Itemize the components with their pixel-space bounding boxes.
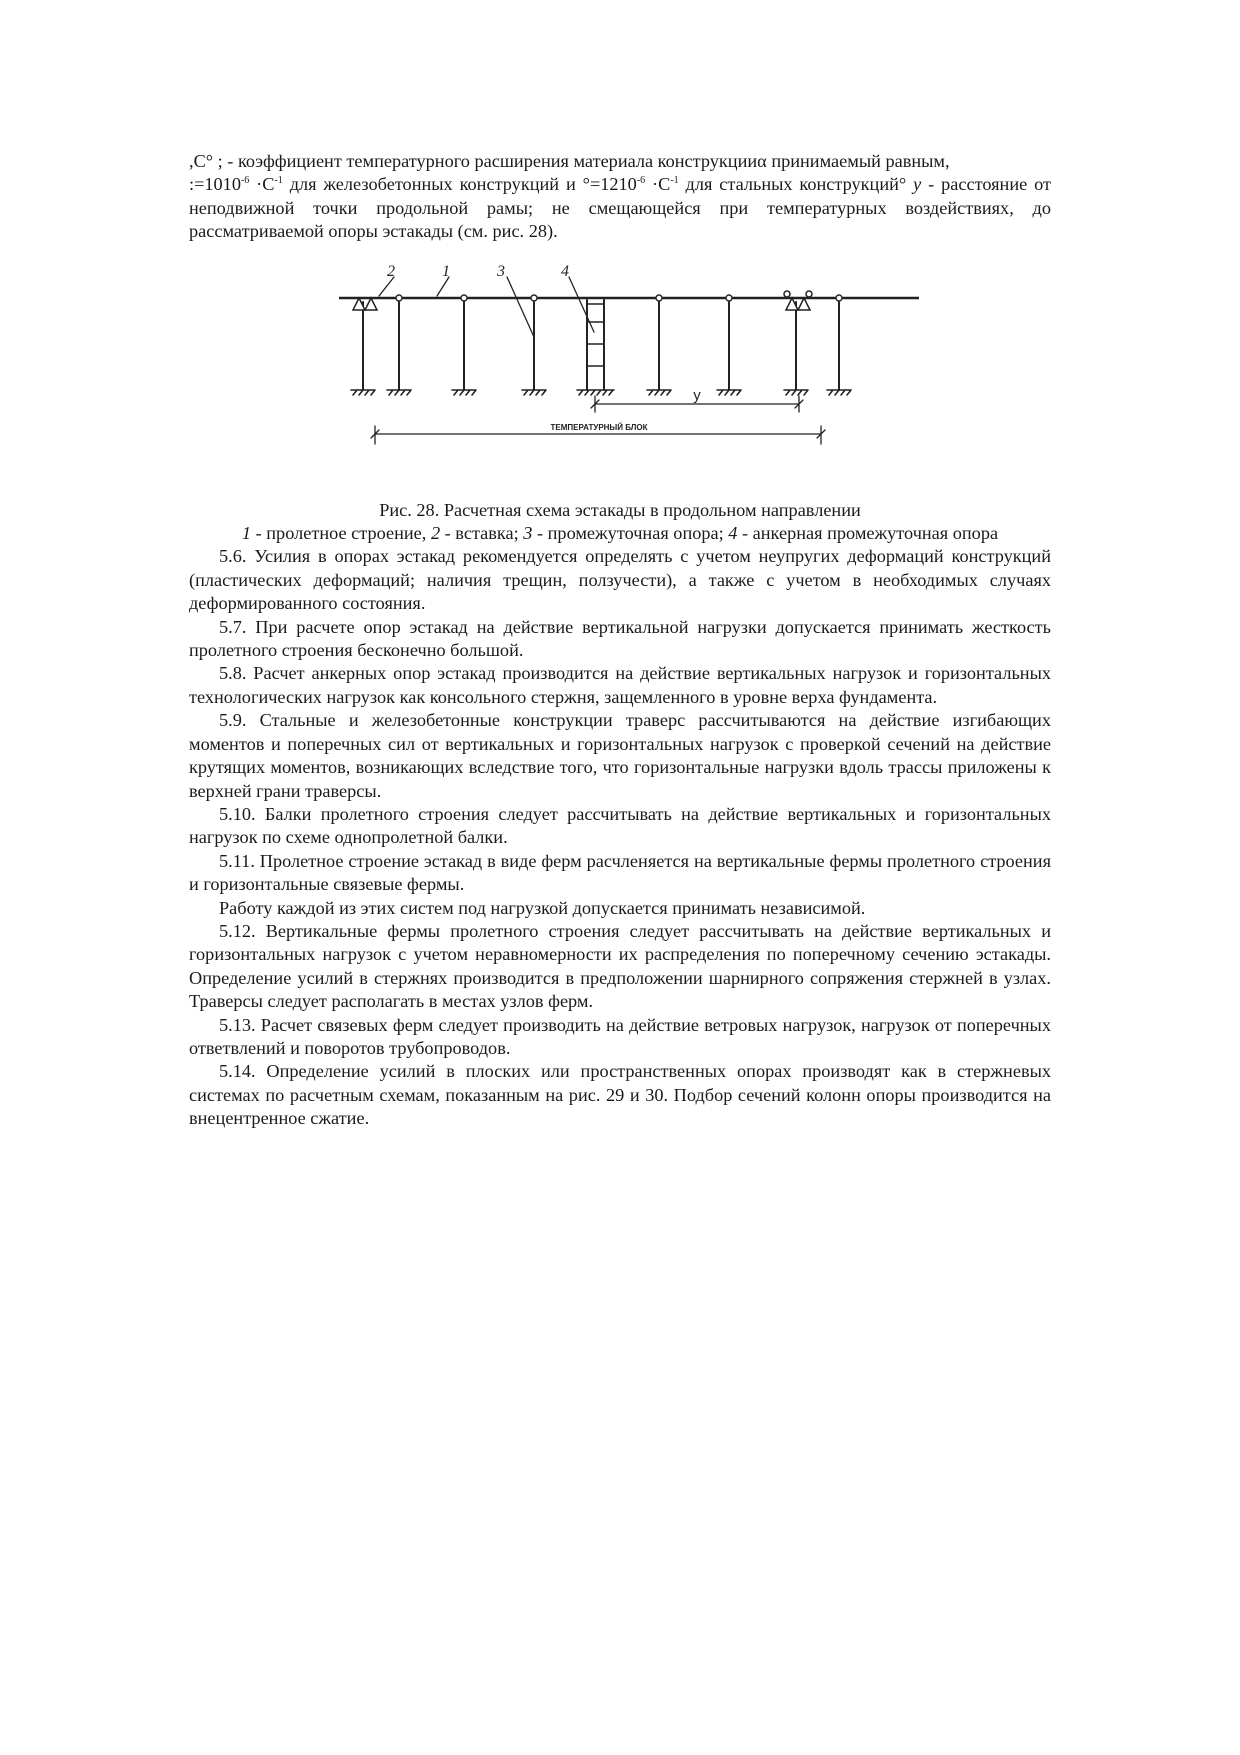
- intro-paragraph: [189, 150, 1051, 244]
- label-leaders: [379, 277, 594, 337]
- legend-number: 3: [523, 523, 533, 544]
- label-1: 1: [442, 262, 450, 280]
- y-dimension-label: у: [693, 386, 701, 404]
- variable-y: y: [906, 174, 922, 195]
- columns: [363, 300, 839, 390]
- exponent: -6: [636, 175, 646, 187]
- paragraph-5-8: 5.8. Расчет анкерных опор эстакад производится на действие вертикальных нагрузок и горизонтальных технологических нагрузок как консольного стержня, защемленного в уровне верха фундамента.: [189, 663, 1051, 707]
- intro-text: - расстояние от неподвижной точки продольной рамы; не смещающейся при температурных воздействиях, до рассматриваемой опоры эстакады (см. рис. 28).: [189, 174, 1052, 242]
- label-2: 2: [387, 262, 395, 280]
- paragraph-5-11: 5.11. Пролетное строение эстакад в виде ферм расчленяется на вертикальные фермы пролетного строения и горизонтальные связевые фермы.: [189, 850, 1051, 895]
- legend-number: 2: [430, 523, 441, 544]
- document-page: [189, 150, 1051, 1131]
- paragraph-5-14: 5.14. Определение усилий в плоских или пространственных опорах производят как в стержневых системах по расчетным схемам, показанным на рис. 29 и 30. Подбор сечений колонн опоры производится на внецентренное сжатие.: [189, 1061, 1051, 1129]
- exponent: -1: [274, 175, 283, 187]
- legend-number: 1: [241, 523, 252, 544]
- degree-symbol: °: [898, 174, 907, 195]
- paragraph-5-12: 5.12. Вертикальные фермы пролетного строения следует рассчитывать на действие вертикальных и горизонтальных нагрузок с учетом неравномерности их распределения по поперечному сечению эстакады. Определение усилий в стержнях производится в предположении шарнирного сопряжения стержней в узлах. Траверсы следует располагать в местах узлов ферм.: [189, 920, 1051, 1012]
- paragraph-5-7: 5.7. При расчете опор эстакад на действие вертикальной нагрузки допускается принимать жесткость пролетного строения бесконечно большой.: [189, 616, 1051, 661]
- figure-28: [189, 262, 1051, 487]
- intro-text: ·С: [645, 174, 671, 195]
- exponent: -6: [240, 175, 250, 187]
- legend-text: - промежуточная опора;: [532, 523, 729, 544]
- legend-text: - пролетное строение,: [251, 523, 431, 544]
- paragraph-5-10: 5.10. Балки пролетного строения следует рассчитывать на действие вертикальных и горизонтальных нагрузок по схеме однопролетной балки.: [189, 803, 1051, 848]
- intro-text: для стальных конструкций: [678, 174, 899, 195]
- alpha-symbol: α: [757, 151, 767, 171]
- figure-caption: Рис. 28. Расчетная схема эстакады в продольном направлении: [379, 499, 861, 520]
- intro-text: :=10: [189, 174, 223, 195]
- paragraph-5-6: 5.6. Усилия в опорах эстакад рекомендуется определять с учетом неупругих деформаций конструкций (пластических деформаций; наличия трещин, ползучести), а также с учетом в необходимых случаях деформированного состояния.: [189, 546, 1051, 614]
- degree-symbol: °: [205, 151, 214, 171]
- paragraph-5-9: 5.9. Стальные и железобетонные конструкции траверс рассчитываются на действие изгибающих моментов и поперечных сил от вертикальных и горизонтальных нагрузок с проверкой сечений на действие крутящих моментов, возникающих вследствие того, что горизонтальные нагрузки вдоль трассы приложены к верхней грани траверсы.: [189, 710, 1051, 801]
- intro-text: ,C: [189, 151, 206, 171]
- paragraph-independence: Работу каждой из этих систем под нагрузкой допускается принимать независимой.: [219, 897, 866, 918]
- intro-text: 10: [222, 174, 241, 195]
- temperature-block-label: ТЕМПЕРАТУРНЫЙ БЛОК: [550, 422, 648, 432]
- exponent: -1: [670, 175, 679, 187]
- intro-text: для железобетонных конструкций и: [282, 174, 583, 195]
- intro-text: принимаемый равным,: [766, 151, 950, 171]
- frame-diagram: [339, 262, 919, 487]
- fixed-bases: [351, 390, 851, 395]
- anchor-support-rungs: [587, 304, 604, 366]
- legend-number: 4: [728, 523, 738, 544]
- legend-text: - анкерная промежуточная опора: [737, 523, 999, 544]
- intro-text: =12: [589, 174, 619, 195]
- legend-text: - вставка;: [440, 523, 524, 544]
- label-3: 3: [497, 262, 505, 280]
- intro-text: 10: [618, 174, 637, 195]
- paragraph-5-13: 5.13. Расчет связевых ферм следует производить на действие ветровых нагрузок, нагрузок от поперечных ответвлений и поворотов трубопроводов.: [189, 1014, 1051, 1058]
- label-4: 4: [561, 262, 569, 280]
- figure-legend: [189, 522, 1051, 545]
- intro-text: ·С: [249, 174, 275, 195]
- intro-text: ; - коэффициент температурного расширения материала конструкции: [213, 151, 758, 171]
- degree-symbol: °: [582, 174, 590, 195]
